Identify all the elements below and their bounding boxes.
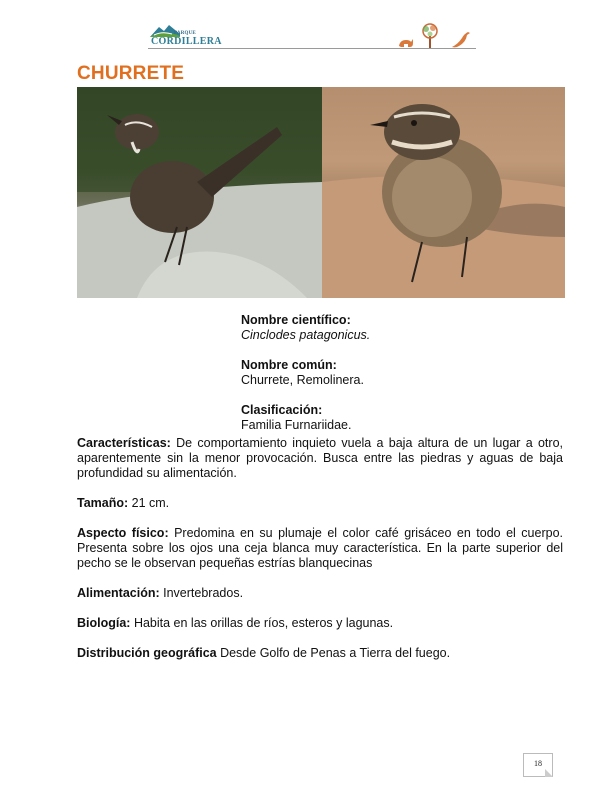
diet-paragraph	[77, 586, 563, 601]
logo-line-2: CORDILLERA	[151, 36, 222, 47]
tree-icon	[423, 24, 437, 48]
fox-icon	[399, 39, 413, 47]
biology-text: Habita en las orillas de ríos, esteros y lagunas.	[130, 616, 394, 630]
classification-value: Familia Furnariidae.	[241, 418, 352, 432]
logo-line-1: PARQUE	[174, 31, 196, 36]
page-number	[523, 753, 553, 777]
photo-strip	[77, 87, 565, 298]
characteristics-label: Características:	[77, 436, 171, 450]
bird-photo-front-view	[322, 87, 565, 298]
distribution-label: Distribución geográfica	[77, 646, 217, 660]
scientific-name-value: Cinclodes patagonicus.	[241, 328, 371, 342]
biology-label: Biología:	[77, 616, 131, 630]
common-name-label: Nombre común:	[241, 358, 337, 372]
bird-icon	[452, 32, 470, 47]
bird-photo-side-illustration	[77, 87, 322, 298]
parque-cordillera-logo	[150, 22, 220, 50]
page-header	[148, 22, 476, 52]
appearance-label: Aspecto físico:	[77, 526, 169, 540]
header-divider	[148, 48, 476, 49]
page-curl-icon	[545, 769, 553, 777]
page-number-text: 18	[534, 759, 542, 768]
bird-photo-side-view	[77, 87, 322, 298]
header-decoration	[396, 22, 476, 49]
page-title: CHURRETE	[77, 63, 185, 84]
characteristics-paragraph	[77, 436, 563, 481]
distribution-text: Desde Golfo de Penas a Tierra del fuego.	[216, 646, 451, 660]
diet-text: Invertebrados.	[159, 586, 244, 600]
size-paragraph	[77, 496, 563, 511]
appearance-text: Predomina en su plumaje el color café grisáceo en todo el cuerpo. Presenta sobre los ojos una ceja blanca muy característica. En la parte superior del pecho se le observan pequeñas estrías blanquecinas	[77, 526, 563, 570]
biology-paragraph	[77, 616, 563, 631]
bird-photo-front-illustration	[322, 87, 565, 298]
classification-group	[241, 403, 561, 433]
distribution-paragraph	[77, 646, 563, 661]
diet-label: Alimentación:	[77, 586, 160, 600]
species-description	[77, 436, 563, 676]
characteristics-text: De comportamiento inquieto vuela a baja altura de un lugar a otro, aparentemente sin la menor provocación. Busca entre las piedras y aguas de baja profundidad su alimentación.	[77, 436, 563, 480]
scientific-name-group	[241, 313, 561, 343]
classification-label: Clasificación:	[241, 403, 323, 417]
common-name-group	[241, 358, 561, 388]
size-label: Tamaño:	[77, 496, 129, 510]
appearance-paragraph	[77, 526, 563, 571]
size-text: 21 cm.	[128, 496, 170, 510]
common-name-value: Churrete, Remolinera.	[241, 373, 364, 387]
scientific-name-label: Nombre científico:	[241, 313, 351, 327]
species-info	[241, 313, 561, 448]
